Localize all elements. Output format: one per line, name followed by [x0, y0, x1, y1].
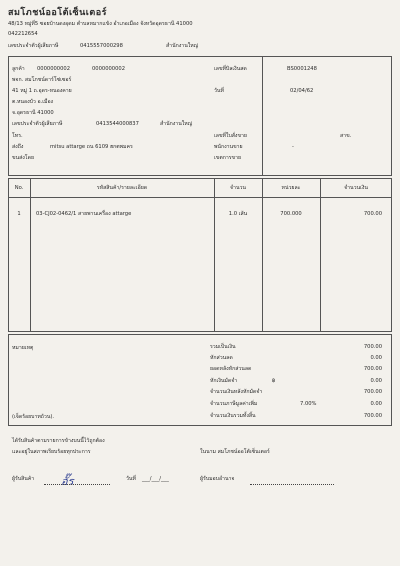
summary-value-2: 700.00: [363, 366, 382, 372]
footer-note2: และอยู่ในสภาพเรียบร้อยทุกประการ: [12, 449, 91, 455]
summary-mid-5: 7.00%: [300, 401, 317, 407]
customer-addr1: 41 หมู่ 1 ถ.อุดร-หนองคาย: [12, 88, 72, 94]
summary-label-0: รวมเป็นเงิน: [210, 344, 236, 350]
customer-addr3: จ.อุดรธานี 41000: [12, 110, 54, 116]
amount-in-words: (เจ็ดร้อยบาทถ้วน).: [12, 414, 55, 420]
row-price: 700.000: [280, 211, 302, 217]
customer-phone-label: โทร.: [12, 133, 23, 139]
summary-value-1: 0.00: [370, 355, 382, 361]
summary-label-4: จำนวนเงินหลังหักมัดจำ: [210, 389, 263, 395]
customer-route-label: ส่งถึง: [12, 144, 24, 150]
customer-ship-label: ขนส่งโดย: [12, 155, 34, 161]
summary-value-6: 700.00: [363, 413, 382, 419]
footer-date-label: วันที่: [126, 476, 136, 482]
company-name: สมโภชน์ออโต้เซ็นเตอร์: [8, 8, 107, 18]
doc-sales-label: พนักงานขาย: [214, 144, 243, 150]
summary-value-4: 700.00: [363, 389, 382, 395]
row-qty: 1.0 เส้น: [228, 211, 248, 217]
footer-date-blank: ___/___/___: [142, 476, 169, 482]
doc-date: 02/04/62: [290, 88, 314, 94]
summary-value-5: 0.00: [370, 401, 382, 407]
doc-sales-value: -: [292, 144, 294, 150]
company-branch: สำนักงานใหญ่: [166, 43, 199, 49]
doc-no: BS0001248: [287, 66, 317, 72]
footer-on-behalf: ในนาม สมโภชน์ออโต้เซ็นเตอร์: [200, 449, 270, 455]
row-no: 1: [17, 211, 21, 217]
summary-label-1: หักส่วนลด: [210, 355, 233, 361]
receiver-signature: อั๊ร: [61, 475, 74, 488]
doc-no-label: เลขที่บิลเงินสด: [214, 66, 247, 72]
receiver-label: ผู้รับสินค้า: [12, 476, 35, 482]
summary-label-3: หักเงินมัดจำ: [210, 378, 238, 384]
col-header-qty: จำนวน: [230, 185, 246, 191]
company-phone: 042212654: [8, 31, 38, 37]
summary-mid-3: ฿: [272, 378, 276, 384]
customer-code-label: ลูกค้า: [12, 66, 25, 72]
summary-label-6: จำนวนเงินรวมทั้งสิ้น: [210, 413, 256, 419]
doc-so-label: เลขที่ใบสั่งขาย: [214, 133, 247, 139]
customer-taxid-label: เลขประจำตัวผู้เสียภาษี: [12, 121, 63, 127]
customer-taxid: 0413544000837: [96, 121, 139, 127]
info-box: [8, 56, 392, 176]
summary-value-0: 700.00: [363, 344, 382, 350]
customer-branch: สำนักงานใหญ่: [160, 121, 193, 127]
company-address: 48/13 หมู่ที่5 ซอยบ้านดงอุดม ตำบลหมากแข้ง อำเภอเมือง จังหวัดอุดรธานี 41000: [8, 21, 193, 27]
table-header-line: [8, 197, 392, 198]
company-taxid: 0415557000298: [80, 43, 123, 49]
row-desc: 03-CJ02-0462/1 สายพานเครื่อง attarge: [36, 211, 132, 217]
doc-so-right: สาข.: [340, 133, 352, 139]
doc-date-label: วันที่: [214, 88, 224, 94]
company-taxid-label: เลขประจำตัวผู้เสียภาษี: [8, 43, 59, 49]
col-header-amount: จำนวนเงิน: [344, 185, 368, 191]
info-divider: [262, 56, 263, 176]
summary-label-2: ยอดหลังหักส่วนลด: [210, 366, 252, 372]
authorized-label: ผู้รับมอบอำนาจ: [200, 476, 235, 482]
doc-ref-label: เขตการขาย: [214, 155, 242, 161]
customer-name: พจก. สมโภชน์ดาร์โซ่เซอร์: [12, 77, 72, 83]
remark-label: หมายเหตุ: [12, 345, 34, 351]
col-header-desc: รหัสสินค้า/รายละเอียด: [96, 185, 148, 191]
customer-code2: 0000000002: [92, 66, 126, 72]
summary-value-3: 0.00: [370, 378, 382, 384]
summary-label-5: จำนวนภาษีมูลค่าเพิ่ม: [210, 401, 258, 407]
col-header-price: หน่วยละ: [281, 185, 301, 191]
customer-code: 0000000002: [37, 66, 71, 72]
row-amount: 700.00: [363, 211, 382, 217]
customer-route-value: mitsu attarge ถน 6109 ฮกตพมคร: [50, 144, 133, 150]
footer-note1: ได้รับสินค้าตามรายการข้างบนนี้ไว้ถูกต้อง: [12, 438, 105, 444]
items-table: [8, 178, 392, 332]
customer-addr2: ต.หนองบัว อ.เมือง: [12, 99, 54, 105]
col-header-no: No.: [14, 185, 24, 191]
